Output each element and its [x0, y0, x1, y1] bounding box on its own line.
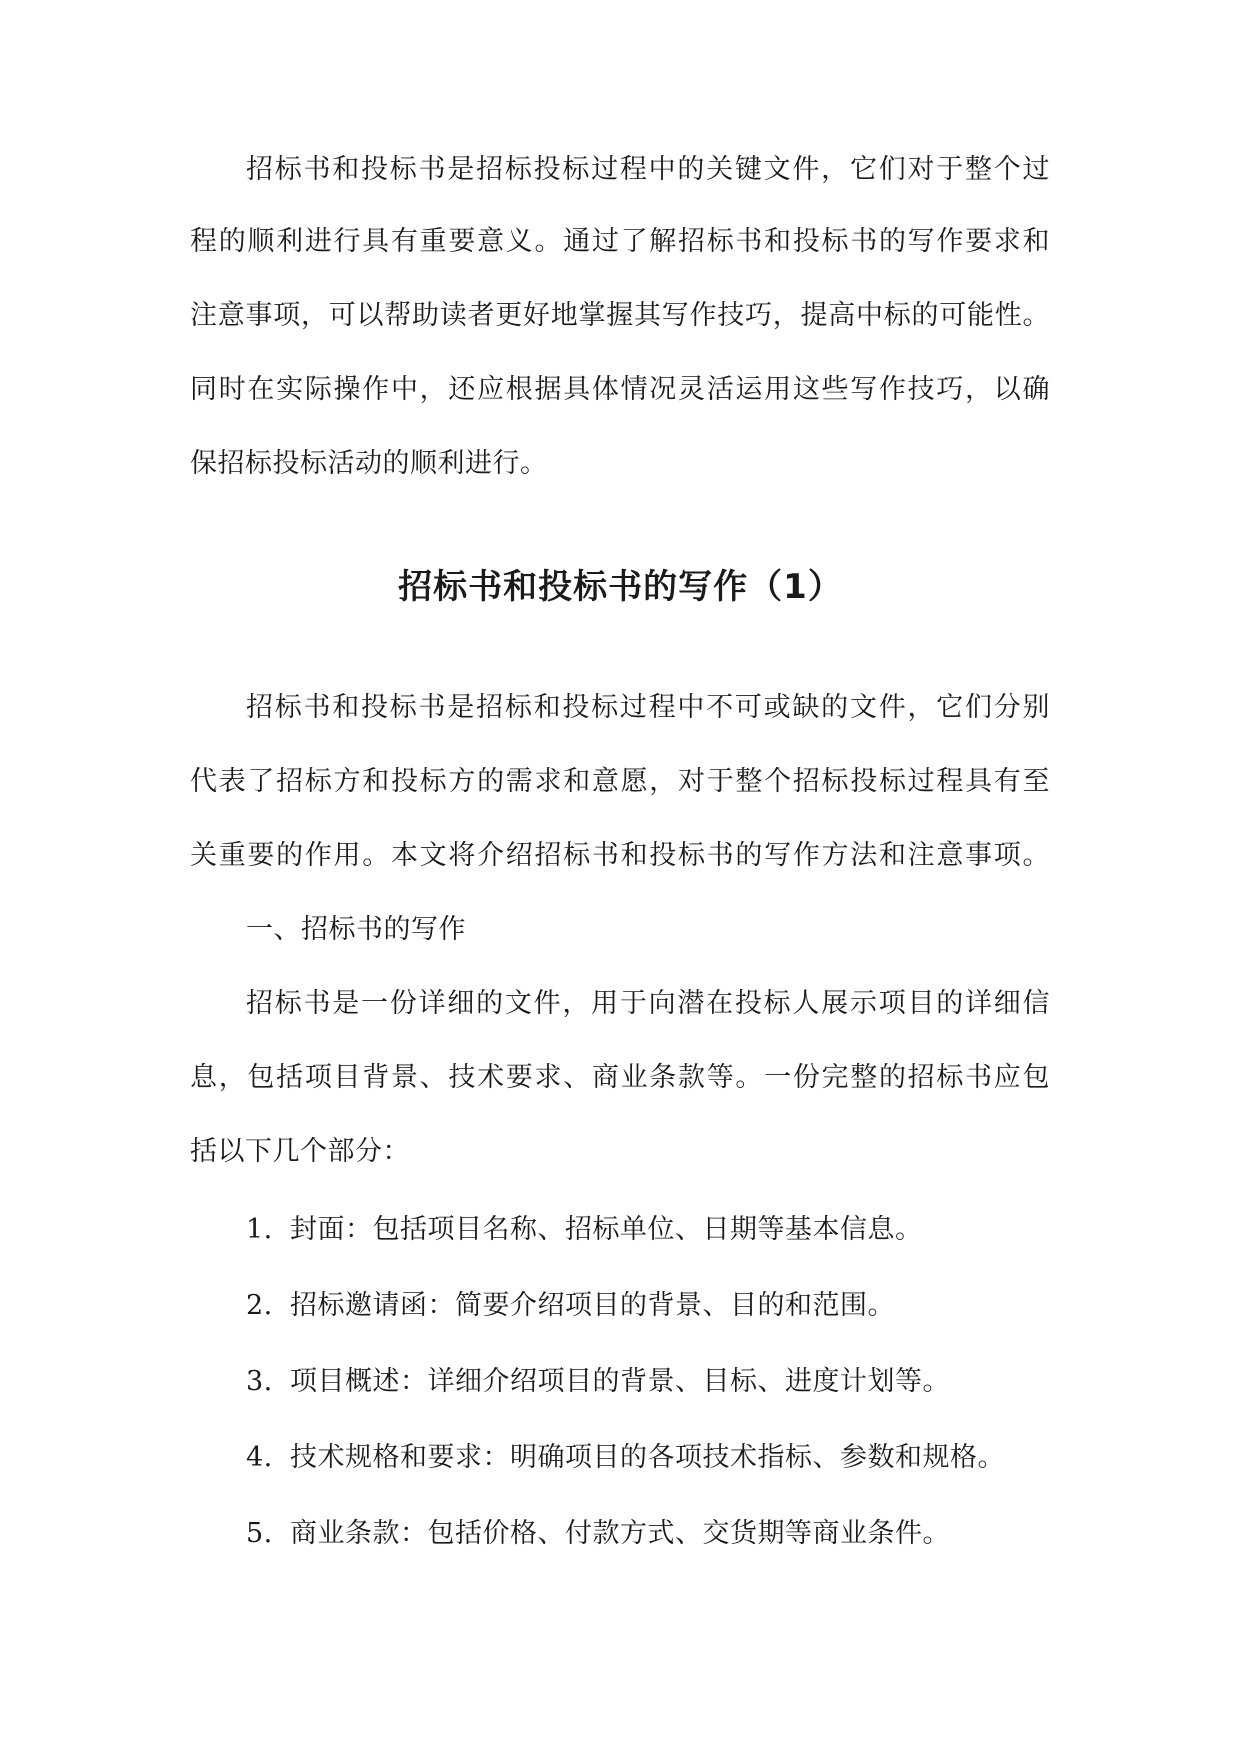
- paragraph-2-line-2: 息，包括项目背景、技术要求、商业条款等。一份完整的招标书应包: [190, 1062, 1050, 1093]
- paragraph-1-line-2: 代表了招标方和投标方的需求和意愿，对于整个招标投标过程具有至: [190, 766, 1050, 797]
- list-item-number: 2.: [246, 1290, 273, 1321]
- paragraph-2-line-1: 招标书是一份详细的文件，用于向潜在投标人展示项目的详细信: [246, 988, 1050, 1019]
- subheading: 一、招标书的写作: [246, 914, 466, 945]
- list-item-text: 封面：包括项目名称、招标单位、日期等基本信息。: [290, 1214, 923, 1245]
- list-item-text: 商业条款：包括价格、付款方式、交货期等商业条件。: [290, 1518, 950, 1549]
- intro-paragraph-line-5: 保招标投标活动的顺利进行。: [190, 448, 548, 479]
- list-item-number: 3.: [246, 1366, 273, 1397]
- list-item: [246, 1286, 1066, 1326]
- list-item-number: 4.: [246, 1442, 273, 1473]
- intro-paragraph-line-2: 程的顺利进行具有重要意义。通过了解招标书和投标书的写作要求和: [190, 226, 1050, 257]
- intro-paragraph-line-4: 同时在实际操作中，还应根据具体情况灵活运用这些写作技巧，以确: [190, 374, 1050, 405]
- intro-paragraph-line-1: 招标书和投标书是招标投标过程中的关键文件，它们对于整个过: [246, 154, 1050, 185]
- list-item-text: 项目概述：详细介绍项目的背景、目标、进度计划等。: [290, 1366, 950, 1397]
- paragraph-1-line-1: 招标书和投标书是招标和投标过程中不可或缺的文件，它们分别: [246, 692, 1050, 723]
- list-item-text: 技术规格和要求：明确项目的各项技术指标、参数和规格。: [290, 1442, 1005, 1473]
- paragraph-2-line-3: 括以下几个部分：: [190, 1136, 410, 1167]
- list-item: [246, 1438, 1066, 1478]
- list-item-number: 1.: [246, 1214, 273, 1245]
- list-item: [246, 1210, 1066, 1250]
- list-item: [246, 1514, 1066, 1554]
- list-item-number: 5.: [246, 1518, 273, 1549]
- paragraph-1-line-3: 关重要的作用。本文将介绍招标书和投标书的写作方法和注意事项。: [190, 840, 1050, 871]
- list-item: [246, 1362, 1066, 1402]
- list-item-text: 招标邀请函：简要介绍项目的背景、目的和范围。: [290, 1290, 895, 1321]
- section-title: 招标书和投标书的写作（1）: [398, 567, 843, 607]
- intro-paragraph-line-3: 注意事项，可以帮助读者更好地掌握其写作技巧，提高中标的可能性。: [190, 300, 1050, 331]
